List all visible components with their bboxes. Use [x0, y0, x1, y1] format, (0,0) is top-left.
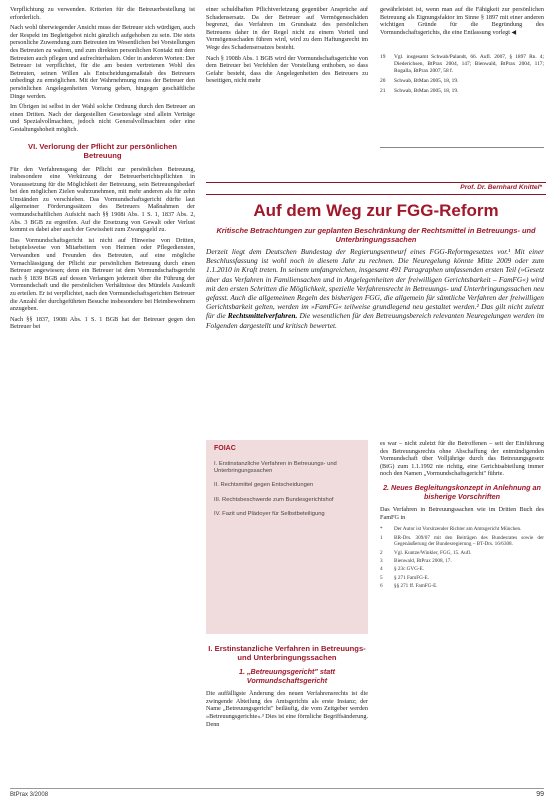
paragraph: Nach § 1908b Abs. 1 BGB wird der Vormundschaftsgerichte von dem Betreuer bei Verfehlen der Vorstellung enthoben, so dass Gefahr besteht, dass die Angelegenheiten des Betreuers zu beseitigen, nicht mehr — [206, 54, 368, 85]
footnote: 3 Bienwald, BtPrax 2008, 17. — [380, 557, 452, 564]
footnote-divider — [380, 147, 544, 148]
column-right-bottom — [380, 440, 544, 592]
page-number: 99 — [536, 791, 544, 798]
paragraph: Für den Verfahrensgang der Pflicht zur persönlichen Betreuung, insbesondere eine Verkürzung der Betreuerberichtspflichten in Voraussetzung für die Möglichkeit der Betreuung, sein Betreuungsbedarf bei den möglichen Zielen wahrzunehmen, mit mehr anderen als für zehn Umständen zu verschieben. Das Vormundschaftsgericht dürfte laut allgemeiner Förderungssätzen des Betreuers Maßnahmen der vormundschaftlichen Aufsicht nach §§ 1908i Abs. 1 S. 1, 1837 Abs. 2, Abs. 3 BGB zu ergreifen. Auf die Ersetzung von Gewalt oder Verlust kommt es dabei aber auch der Gewissheit zum Zwangsgeld zu. — [10, 165, 195, 234]
subsection-heading: 1. „Betreuungsgericht" statt Vormundschaftsgericht — [238, 667, 336, 685]
toc-title: FOIAC — [214, 445, 236, 452]
footnote: 4 § 23c GVG-E. — [380, 566, 425, 573]
paragraph: Die auffälligste Änderung des neuen Verfahrensrechts ist die zwingende Abteilung des Amtsgerichts als erste Instanz; der Name „Betreuungsgericht" beiläufig, die vom Zeitgeber werden »Betreuungsgerichte«.³ Dies ist eine förmliche Begriffsänderung. Denn — [206, 690, 368, 728]
paragraph: Nach §§ 1837, 1908i Abs. 1 S. 1 BGB hat der Betreuer gegen den Betreuer bei — [10, 315, 195, 331]
footnote: 1 BR-Drs. 309/07 mit den Beiträgen des Bundesrates sowie der Gegenäußerung der Bundesregierung – BT-Drs. 16/6308. — [380, 534, 544, 548]
toc-item[interactable]: I. Erstinstanzliche Verfahren in Betreuungs- und Unterbringungssachen — [214, 460, 337, 474]
article-abstract: Derzeit liegt dem Deutschen Bundestag der Regierungsentwurf eines FGG-Reformgesetzes vor.¹ Mit einer Beschlussfassung ist wohl noch in diesem Jahr zu rechnen. Die Neuregelung könnte Mitte 2009 oder zum 1.1.2010 in Kraft treten. In seinem umfangreichen, insgesamt 491 Paragraphen umfassenden ersten Teil (»Gesetz über das Verfahren in Familiensachen und in Angelegenheiten der freiwilligen Gerichtsbarkeit – FamFG«) wird mit den ersten Schritten die Möglichkeit, spezielle Verfahrensrecht in Betreuungs- und Unterbringungssachen neu gefasst. Auch die allgemeinen Regeln des bisherigen FGG, die allgemein für sämtliche Verfahren der freiwilligen Gerichtsbarkeit gelten, werden im »FamFG« teilweise grundlegend neu gestaltet werden.² Das gilt nicht zuletzt für die Rechtsmittelverfahren. Die wesentlichen für den Betreuungsbereich relevanten Neuregelungen werden im Folgenden dargestellt und kritisch bewertet. — [206, 247, 544, 330]
paragraph: gewährleistet ist, wenn man auf die Fähigkeit zur persönlichen Betreuung als Eignungsfaktor im Sinne § 1897 mit einer anderen wichtigen Gründe für die Begründung des Vormundschaftsgerichts, die eine Entlassung vorlegt ◀ — [380, 6, 544, 36]
toc-item[interactable]: III. Rechtsbeschwerde zum Bundesgerichtshof — [214, 496, 334, 503]
column-middle-bottom — [206, 644, 368, 731]
column-left — [10, 6, 195, 334]
footnote: 20 Schwab, BtMan 2005, 18, 19. — [380, 77, 459, 84]
page-footer — [10, 788, 544, 800]
paragraph: Nach wohl überwiegender Ansicht muss der Betreuer sich würdigen, auch der Respekt im Begleitgebot nicht gänzlich aufgehoben zu sein. Die stets personliche Zuwendung zum Betreuten im Wesentlichen bei Vorstellungen des Betreuten zu wahren, und zum direkten personlichen Kontakt mit dem Betreuten auch pflegen und aufrechterhalten. Oder in anderen Worten: Der Betreuer ist verpflichtet, für die am besten vertretenen Wohl des Betreuten, seinen Willen als Entscheidungsmaßstab des Betreuers unbedingt zu ermöglichen. Mit der Wahrnehmung muss der Betreuer den persönlichen Angelegenheiten Vorrang geben, hingegen geschäftliche Dinge werden. — [10, 24, 195, 100]
footnote: 19 Vgl. insgesamt Schwab/Palandt, 66. Aufl. 2007, § 1897 Rn. 4; Diederichsen, BtPrax 2004, 147; Bienwald, BtPrax 2004, 117; Rogalla, BtPrax 2007, 58 f. — [380, 54, 544, 74]
paragraph: einer schuldhaften Pflichtverletzung gegenüber Ansprüche auf Schadensersatz. Da der Betreuer auf Vermögensschäden begrenzt, das Verfahren im Grundsatz des persönlichen Betreuens daher in der Regel nicht zu einem Vorteil und Vermögensschaden führen wird, wird zu dem Haftungsrecht im Wege des Schadensersatzes besteht. — [206, 6, 368, 51]
journal-issue: BtPrax 3/2008 — [10, 792, 49, 798]
toc-item[interactable]: II. Rechtsmittel gegen Entscheidungen — [214, 482, 314, 489]
column-right-top — [380, 6, 544, 97]
footnote: 2 Vgl. Kuntze/Winkler, FGG, 15. Aufl. — [380, 549, 472, 556]
end-triangle-icon: ◀ — [511, 29, 517, 36]
paragraph: es war – nicht zuletzt für die Betroffenen – seit der Einführung des Betreuungsrechts ohne Abschaffung der entmündigenden Vormundschaft über Volljährige durch das Betreuungsgesetz (BtG) zum 1.1.1992 nie richtig, eine Gerichtsabteilung immer noch den Namen „Vormundschaftsgericht" führte. — [380, 440, 544, 478]
footnote: 5 § 271 FamFG-E. — [380, 574, 430, 581]
paragraph: Das Vormundschaftsgericht ist nicht auf Hinweise von Dritten, beispielsweise von Mitarbeitern von Heimen oder Pflegediensten, Verwandten und Freunden des Betreuten, auf eine mögliche Vernachlässigung der Pflicht zur persönlichen Betreuung durch einen Betreuer angewiesen; denn ein Betreuer ist dem Vormundschaftsgericht nach § 1839 BGB auf dessen Verlangen jederzeit über die Führung der Vormundschaft und die persönlichen Verhältnisse des Mündels Auskunft zu erteilen. Er ist verpflichtet, nach den Vormundschaftsgerichten Betreuer die Anzahl der durchgeführten Besuche insbesondere bei Heimbewohnern anzugeben. — [10, 236, 195, 313]
toc-item[interactable]: IV. Fazit und Plädoyer für Selbstbeteiligung — [214, 511, 325, 518]
footnote: * Der Autor ist Vorsitzender Richter am Amtsgericht München. — [380, 526, 522, 533]
footnote-list — [380, 526, 544, 589]
table-of-contents — [206, 440, 368, 634]
footnote: 6 §§ 271 ff. FamFG-E. — [380, 583, 438, 590]
subsection-heading: 2. Neues Begleitungskonzept in Anlehnung an bisherige Vorschriften — [383, 482, 541, 501]
column-middle-top — [206, 6, 368, 88]
paragraph: Im Übrigen ist selbst in der Wahl solche Ordnung durch den Betreuer an einen Dritten. Nach der dargestellten Gesetzeslage sind allein Verträge und Spezialvollmachten, jedoch nicht Generalvollmachten oder eine Gestaltungshoheit möglich. — [10, 103, 195, 133]
footnote: 21 Schwab, BtMan 2005, 18, 19. — [380, 87, 459, 94]
article-title: Auf dem Weg zur FGG-Reform — [253, 201, 499, 220]
section-heading: VI. Verlorung der Pflicht zur persönlichen Betreuung — [28, 141, 177, 160]
article-subtitle: Kritische Betrachtungen zur geplanten Beschränkung der Rechtsmittel in Betreuungs- und Unterbringungssachen — [216, 226, 536, 244]
paragraph: Verpflichtung zu verwenden. Kriterien für die Betreuerbestellung ist erforderlich. — [10, 6, 195, 21]
article-author: Prof. Dr. Bernhard Knittel* — [206, 182, 546, 195]
section-heading: I. Erstinstanzliche Verfahren in Betreuungs- und Unterbringungssachen — [208, 644, 366, 662]
paragraph: Das Verfahren in Betreuungssachen wie im Dritten Buch des FamFG in — [380, 506, 544, 521]
